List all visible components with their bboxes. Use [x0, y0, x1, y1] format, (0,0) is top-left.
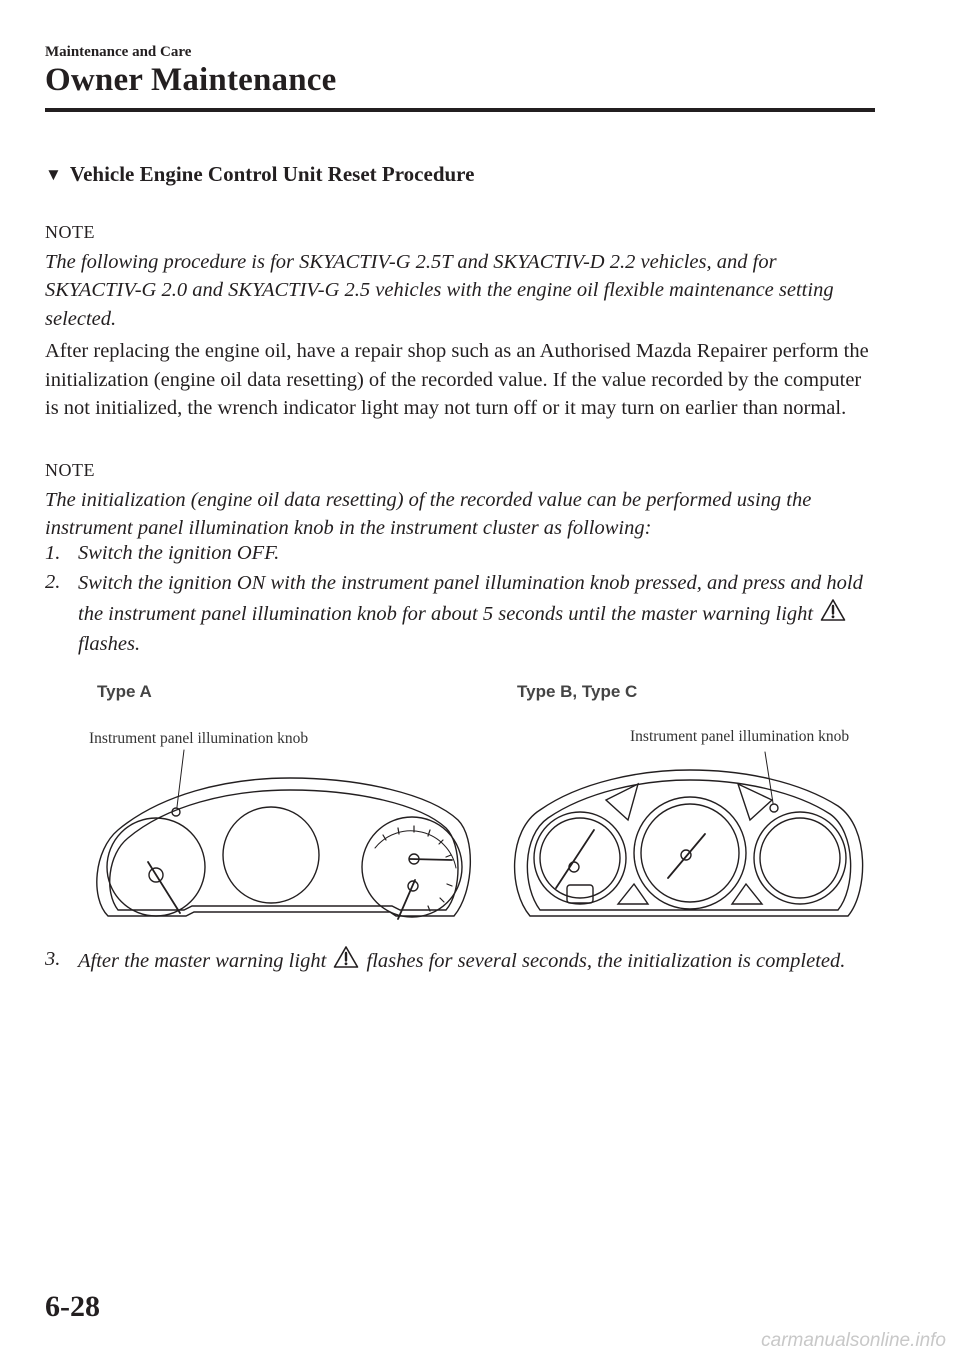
step-number: 3. [45, 948, 61, 970]
note-text: The initialization (engine oil data resetting) of the recorded value can be performed using the instrument panel illumination knob in the instrument cluster as following: [45, 488, 812, 539]
step-number: 2. [45, 570, 61, 593]
type-bc-center-needle [668, 834, 705, 878]
list-item [45, 568, 875, 659]
type-bc-bezel-inner [527, 780, 850, 910]
steps-list-top [45, 539, 875, 659]
note-text: The following procedure is for SKYACTIV-G 2.5T and SKYACTIV-D 2.2 vehicles, and for SKYACTIV-G 2.0 and SKYACTIV-G 2.5 vehicles with the engine oil flexible maintenance setting selected. [45, 250, 834, 330]
list-item [45, 539, 875, 568]
note-block-1 [45, 218, 875, 333]
type-a-cluster [97, 750, 471, 919]
type-a-gauge-ticks [383, 826, 452, 911]
step-text: Switch the ignition OFF. [78, 542, 280, 564]
type-bc-right-gauge-inner [760, 818, 840, 898]
section-heading-text: Vehicle Engine Control Unit Reset Procedure [69, 162, 475, 186]
note-block-2 [45, 456, 875, 543]
knob-label-type-a: Instrument panel illumination knob [89, 730, 309, 747]
step-text-after: flashes for several seconds, the initialization is completed. [366, 950, 846, 972]
header-rule [45, 108, 875, 112]
type-a-bezel-inner [110, 790, 458, 910]
type-bc-right-gauge [754, 812, 846, 904]
step-text [78, 945, 875, 976]
body-paragraph: After replacing the engine oil, have a repair shop such as an Authorised Mazda Repairer perform the initialization (engine oil data resetting) of the recorded value. If the value recorded by the computer is not initialized, the wrench indicator light may not turn off or it may turn on earlier than normal. [45, 340, 869, 419]
type-a-left-needle [148, 862, 180, 913]
type-a-right-gauge [362, 817, 462, 917]
type-a-right-gauge-dial [375, 831, 456, 868]
warning-triangle-icon [333, 945, 359, 969]
type-bc-label: Type B, Type C [517, 682, 638, 701]
type-bc-display-window [567, 885, 593, 903]
note-label: NOTE [45, 460, 95, 480]
type-a-left-gauge [107, 818, 205, 916]
chapter-title: Owner Maintenance [45, 62, 337, 98]
section-label: Maintenance and Care [45, 44, 192, 60]
type-a-center-gauge [223, 807, 319, 903]
step-number: 1. [45, 542, 61, 564]
triangle-down-icon: ▼ [45, 165, 62, 184]
type-bc-left-needle [556, 830, 594, 888]
section-heading [45, 162, 474, 187]
type-bc-cluster [515, 752, 863, 916]
step-text-before: After the master warning light [78, 950, 327, 972]
type-bc-top-left-marker [606, 784, 638, 820]
note-label: NOTE [45, 222, 95, 242]
list-item [45, 945, 875, 976]
step-text [78, 568, 875, 659]
cluster-diagram [0, 670, 960, 930]
step-text-before: Switch the ignition ON with the instrument panel illumination knob pressed, and press and hold the instrument panel illumination knob for about 5 seconds until the master warning light [78, 571, 863, 625]
step-text-after: flashes. [78, 632, 141, 655]
knob-label-type-bc: Instrument panel illumination knob [630, 728, 850, 745]
type-a-label: Type A [97, 682, 152, 701]
type-a-right-lower-needle [398, 880, 415, 919]
page-number: 6-28 [45, 1290, 100, 1323]
steps-list-bottom [45, 945, 875, 976]
watermark: carmanualsonline.info [761, 1330, 946, 1351]
warning-triangle-icon [820, 598, 846, 622]
type-a-right-upper-needle [410, 859, 452, 860]
type-bc-bottom-right-marker [732, 884, 762, 904]
type-bc-illumination-knob [770, 804, 778, 812]
type-bc-bottom-left-marker [618, 884, 648, 904]
type-bc-left-gauge-inner [540, 818, 620, 898]
type-a-bezel-outer [97, 778, 471, 916]
cluster-figure [0, 670, 960, 930]
type-a-knob-leader [177, 750, 184, 807]
type-bc-left-gauge [534, 812, 626, 904]
